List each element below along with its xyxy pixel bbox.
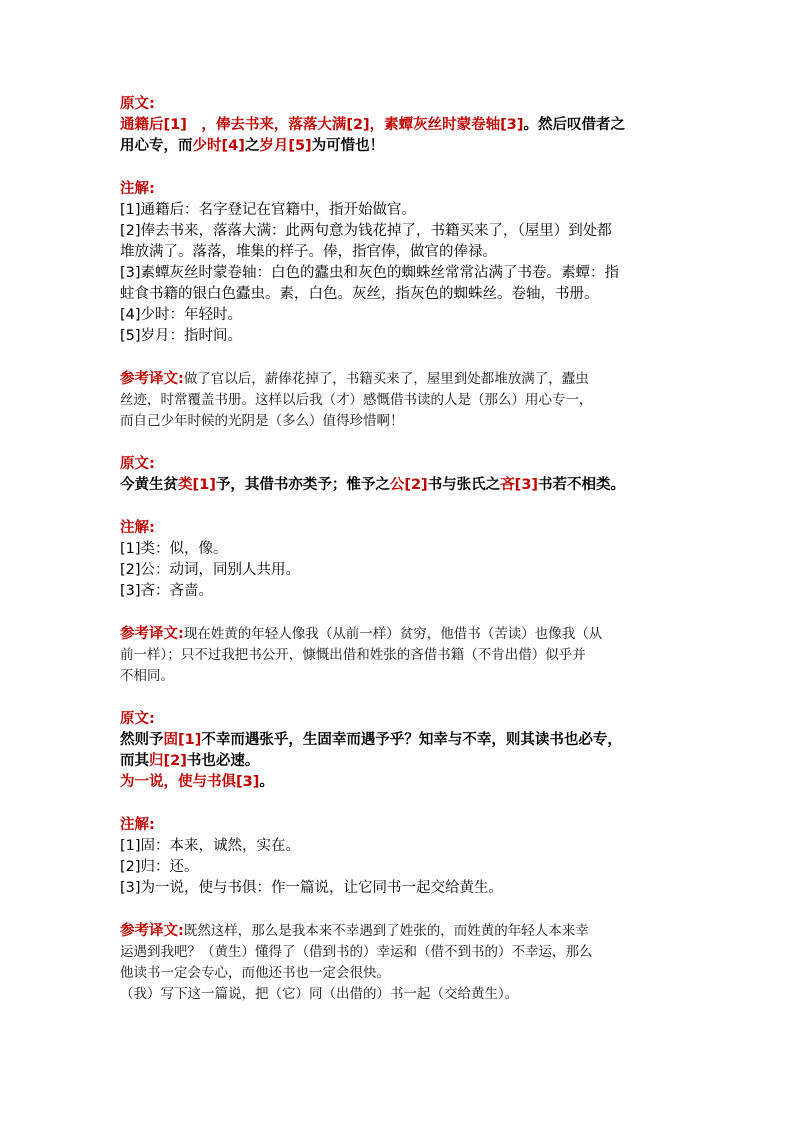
highlighted-term: 为一说，使与书俱[3]: [120, 774, 260, 790]
translation-text: 做了官以后，薪俸花掉了，书籍买来了，屋里到处都堆放满了，蠹虫: [183, 371, 589, 387]
translation-line: [120, 624, 682, 645]
translation-line: [120, 963, 682, 984]
original-heading: 原文:: [120, 96, 155, 112]
original-section: [120, 454, 682, 496]
original-text: 。然后叹借者之: [523, 117, 626, 133]
note-line: [1]类：似，像。: [120, 541, 228, 557]
translation-text: 运遇到我吧？（黄生）懂得了（借到书的）幸运和（借不到书的）不幸运，那么: [120, 944, 593, 960]
translation-line: [120, 411, 682, 432]
notes-section: [120, 815, 682, 899]
original-text: 不幸而遇张乎，生固幸而遇予乎？知幸与不幸，则其读书也必专，: [201, 732, 622, 748]
highlighted-term: 归[2]: [149, 753, 187, 769]
note-line: 蛀食书籍的银白色蠹虫。素，白色。灰丝，指灰色的蜘蛛丝。卷轴，书册。: [120, 286, 599, 302]
document-page: [120, 94, 682, 1027]
original-text: 予，其借书亦类予；惟予之: [215, 477, 390, 493]
highlighted-term: 通籍后[1] ，俸去书来，落落大满[2]，素蟫灰丝时蒙卷轴[3]: [120, 117, 524, 133]
translation-section: [120, 921, 682, 1005]
highlighted-term: 公[2]: [389, 477, 428, 493]
notes-section: [120, 179, 682, 347]
translation-text: 而自己少年时候的光阴是（多么）值得珍惜啊！: [120, 413, 404, 429]
translation-line: [120, 984, 682, 1005]
original-heading: 原文:: [120, 456, 155, 472]
translation-section: [120, 624, 682, 687]
translation-line: [120, 369, 682, 390]
translation-line: [120, 921, 682, 942]
original-text: 之: [244, 138, 260, 154]
notes-heading: 注解:: [120, 817, 155, 833]
original-text: 书若不相类。: [538, 477, 626, 493]
highlighted-term: 类[1]: [178, 477, 216, 493]
note-line: [3]吝：吝啬。: [120, 583, 214, 599]
original-text: 然则予: [120, 732, 164, 748]
notes-section: [120, 518, 682, 602]
translation-section: [120, 369, 682, 432]
translation-heading: 参考译文:: [120, 923, 184, 939]
note-line: [3]为一说，使与书俱：作一篇说，让它同书一起交给黄生。: [120, 880, 504, 896]
note-line: [2]俸去书来，落落大满：此两句意为钱花掉了，书籍买来了，（屋里）到处都: [120, 223, 612, 239]
translation-line: [120, 666, 682, 687]
note-line: [1]固：本来，诚然，实在。: [120, 838, 301, 854]
translation-text: 现在姓黄的年轻人像我（从前一样）贫穷，他借书（苦读）也像我（从: [183, 626, 603, 642]
original-line: [120, 772, 682, 793]
original-text: 书与张氏之: [427, 477, 501, 493]
original-line: [120, 751, 682, 772]
original-section: [120, 709, 682, 793]
translation-line: [120, 645, 682, 666]
note-line: [3]素蟫灰丝时蒙卷轴：白色的蠹虫和灰色的蜘蛛丝常常沾满了书卷。素蟫：指: [120, 265, 620, 281]
note-line: 堆放满了。落落，堆集的样子。俸，指官俸，做官的俸禄。: [120, 244, 497, 260]
original-line: [120, 115, 682, 136]
translation-text: 既然这样，那么是我本来不幸遇到了姓张的，而姓黄的年轻人本来幸: [183, 923, 589, 939]
highlighted-term: 少时[4]: [192, 138, 245, 154]
translation-line: [120, 942, 682, 963]
original-text: 而其: [120, 753, 149, 769]
original-line: [120, 136, 682, 157]
notes-heading: 注解:: [120, 181, 155, 197]
translation-line: [120, 390, 682, 411]
original-text: 今黄生贫: [120, 477, 178, 493]
translation-heading: 参考译文:: [120, 626, 184, 642]
original-text: 用心专，而: [120, 138, 193, 154]
translation-text: 前一样）；只不过我把书公开，慷慨出借和姓张的吝借书籍（不肯出借）似乎并: [120, 647, 586, 663]
original-section: [120, 94, 682, 157]
original-text: 。: [259, 774, 274, 790]
original-heading: 原文:: [120, 711, 155, 727]
translation-text: 他读书一定会专心，而他还书也一定会很快。: [120, 965, 390, 981]
original-line: [120, 730, 682, 751]
note-line: [5]岁月：指时间。: [120, 328, 243, 344]
note-line: [2]归：还。: [120, 859, 199, 875]
note-line: [2]公：动词，同别人共用。: [120, 562, 301, 578]
translation-heading: 参考译文:: [120, 371, 184, 387]
original-text: 为可惜也！: [311, 138, 385, 154]
note-line: [4]少时：年轻时。: [120, 307, 243, 323]
notes-heading: 注解:: [120, 520, 155, 536]
original-line: [120, 475, 682, 496]
translation-text: 丝迹，时常覆盖书册。这样以后我（才）感慨借书读的人是（那么）用心专一，: [120, 392, 593, 408]
note-line: [1]通籍后：名字登记在官籍中，指开始做官。: [120, 202, 417, 218]
translation-text: （我）写下这一篇说，把（它）同（出借的）书一起（交给黄生）。: [120, 986, 519, 1002]
translation-text: 不相同。: [120, 668, 174, 684]
highlighted-term: 吝[3]: [500, 477, 539, 493]
original-text: 书也必速。: [186, 753, 260, 769]
highlighted-term: 固[1]: [163, 732, 202, 748]
highlighted-term: 岁月[5]: [259, 138, 312, 154]
